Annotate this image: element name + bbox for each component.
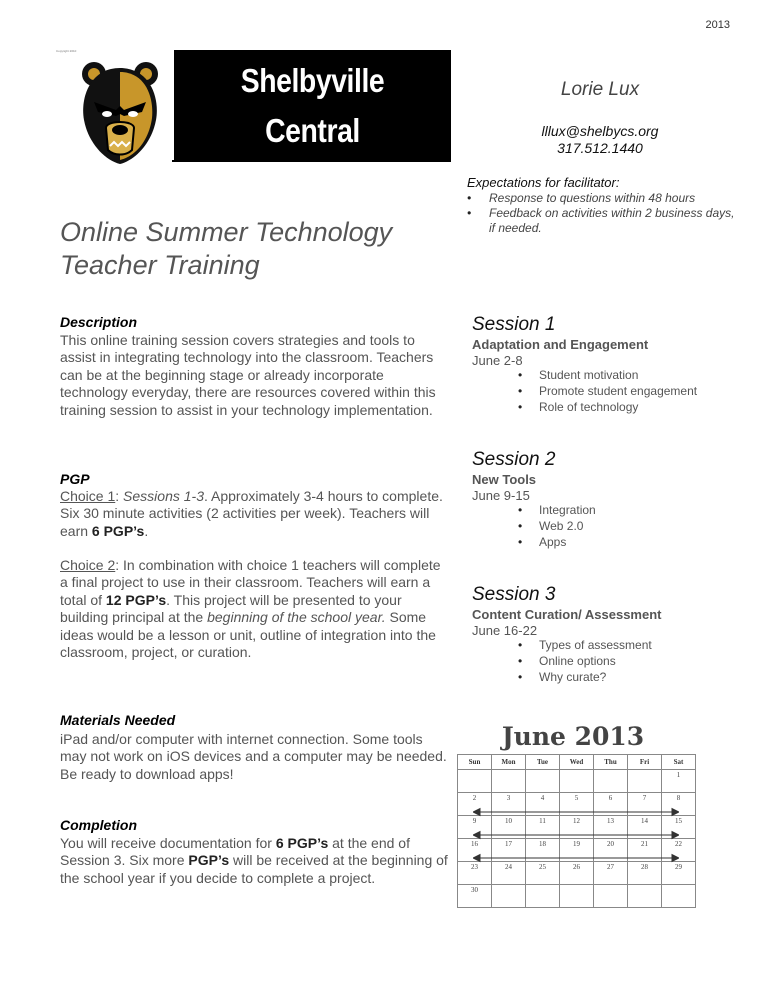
list-item: • Integration xyxy=(472,502,752,518)
session-span-arrows xyxy=(473,790,679,870)
school-name-line2: Schools xyxy=(258,162,367,199)
choice2-label: Choice 2 xyxy=(60,557,116,573)
page-title-line2: Teacher Training xyxy=(60,250,260,280)
list-item: • Types of assessment xyxy=(472,637,752,653)
materials-heading: Materials Needed xyxy=(60,712,176,728)
calendar-day-cell: 21 xyxy=(628,839,662,862)
arrow-left-icon xyxy=(473,809,480,816)
calendar-day-cell: 20 xyxy=(594,839,628,862)
calendar-day-cell xyxy=(526,885,560,908)
calendar-day-cell: 14 xyxy=(628,816,662,839)
calendar-day-cell: 7 xyxy=(628,793,662,816)
calendar-day-cell: 24 xyxy=(492,862,526,885)
calendar-day-cell: 1 xyxy=(662,770,696,793)
expectations-list xyxy=(467,191,737,236)
calendar-day-cell xyxy=(560,885,594,908)
description-heading: Description xyxy=(60,314,138,330)
list-item: • Feedback on activities within 2 business days, if needed. xyxy=(467,206,737,236)
calendar-day-cell: 30 xyxy=(458,885,492,908)
calendar-day-cell: 12 xyxy=(560,816,594,839)
list-item: • Role of technology xyxy=(472,399,752,415)
pgp-choice2-text xyxy=(60,557,450,661)
calendar-day-cell: 13 xyxy=(594,816,628,839)
calendar-day-cell: 27 xyxy=(594,862,628,885)
list-item: • Apps xyxy=(472,534,752,550)
calendar-day-cell: 9 xyxy=(458,816,492,839)
calendar-day-cell: 3 xyxy=(492,793,526,816)
calendar-weekday: Fri xyxy=(628,755,662,770)
session-3-dates: June 16-22 xyxy=(472,623,538,638)
calendar-day-cell: 8 xyxy=(662,793,696,816)
materials-text: iPad and/or computer with internet connection. Some tools may not work on iOS devices and a computer may be needed. Be ready to download apps! xyxy=(60,731,447,782)
calendar-day-cell: 4 xyxy=(526,793,560,816)
completion-bold2: PGP’s xyxy=(188,852,230,869)
list-item: • Promote student engagement xyxy=(472,383,752,399)
copyright-notice: Copyright 2010 xyxy=(56,49,77,53)
session-1-subtitle: Adaptation and Engagement xyxy=(472,337,649,352)
calendar-weekday: Tue xyxy=(526,755,560,770)
contact-name: Lorie Lux xyxy=(560,79,640,100)
calendar-weekday: Sat xyxy=(662,755,696,770)
session-1-topics xyxy=(472,367,752,415)
session-1-dates: June 2-8 xyxy=(472,353,523,368)
calendar-title: June 2013 xyxy=(501,722,645,751)
list-item: • Why curate? xyxy=(472,669,752,685)
choice2-body1: : In combination with choice 1 teachers will complete a final project to use in their classroom. Teachers will earn a total of xyxy=(60,557,441,608)
calendar-day-cell: 17 xyxy=(492,839,526,862)
calendar-day-cell: 26 xyxy=(560,862,594,885)
choice1-label: Choice 1 xyxy=(60,488,116,504)
completion-body1: You will receive documentation for xyxy=(60,835,276,851)
choice2-italic: beginning of the school year. xyxy=(207,609,386,626)
calendar-weekday: Thu xyxy=(594,755,628,770)
calendar-day-cell: 16 xyxy=(458,839,492,862)
calendar-day-cell: 25 xyxy=(526,862,560,885)
school-name-line1: Shelbyville Central xyxy=(240,62,385,149)
page-title xyxy=(60,216,440,282)
list-item: • Response to questions within 48 hours xyxy=(467,191,737,206)
calendar-day-cell xyxy=(594,885,628,908)
calendar-day-cell: 15 xyxy=(662,816,696,839)
list-item: • Web 2.0 xyxy=(472,518,752,534)
calendar-weekday: Wed xyxy=(560,755,594,770)
completion-body2: at the end of Session 3. Six more xyxy=(60,835,410,869)
expectations-title: Expectations for facilitator: xyxy=(467,175,620,190)
choice1-pgp-count: 6 PGP’s xyxy=(91,522,145,539)
list-item: • Student motivation xyxy=(472,367,752,383)
choice1-body: . Approximately 3-4 hours to complete. Six 30 minute activities (2 activities per week). Teachers will earn xyxy=(60,488,443,539)
calendar-day-cell xyxy=(492,885,526,908)
calendar-day-cell: 19 xyxy=(560,839,594,862)
calendar-day-cell: 28 xyxy=(628,862,662,885)
page-title-line1: Online Summer Technology xyxy=(60,217,393,247)
year-label: 2013 xyxy=(705,19,730,31)
arrow-left-icon xyxy=(473,855,480,862)
bear-mascot-icon xyxy=(76,58,164,168)
session-2-title: Session 2 xyxy=(472,449,556,470)
pgp-heading: PGP xyxy=(60,471,90,487)
calendar-day-cell: 2 xyxy=(458,793,492,816)
arrow-left-icon xyxy=(473,832,480,839)
completion-heading: Completion xyxy=(60,817,137,833)
calendar-weekday: Sun xyxy=(458,755,492,770)
contact-phone: 317.512.1440 xyxy=(557,140,643,156)
calendar-weekday-row xyxy=(458,755,696,770)
calendar-day-cell: 6 xyxy=(594,793,628,816)
calendar-day-cell: 22 xyxy=(662,839,696,862)
calendar-day-cell: 29 xyxy=(662,862,696,885)
calendar-day-cell: 10 xyxy=(492,816,526,839)
session-2-topics xyxy=(472,502,752,550)
completion-text xyxy=(60,835,450,887)
completion-bold1: 6 PGP’s xyxy=(275,835,329,851)
session-3-topics xyxy=(472,637,752,685)
calendar-day-cell: 23 xyxy=(458,862,492,885)
arrow-right-icon xyxy=(672,855,679,862)
description-text: This online training session covers strategies and tools to assist in integrating technology into the classroom. Teachers can be at the beginning stage or already incorporate technology everyday, there are resources covered within this training session to assist in your technology implementation. xyxy=(60,332,436,418)
list-item: • Online options xyxy=(472,653,752,669)
school-logo-banner xyxy=(174,50,451,199)
choice2-pgp-count: 12 PGP’s xyxy=(105,591,167,608)
calendar-day-cell: 11 xyxy=(526,816,560,839)
choice2-body3: Some ideas would be a lesson or unit, outline of integration into the classroom, project, or curation. xyxy=(60,609,436,661)
calendar-day-cell: 18 xyxy=(526,839,560,862)
choice1-end: . xyxy=(144,522,149,539)
calendar-day-cell xyxy=(662,885,696,908)
arrow-right-icon xyxy=(672,809,679,816)
contact-email: lllux@shelbycs.org xyxy=(541,123,659,139)
pgp-choice1-text xyxy=(60,488,450,540)
calendar-week-row xyxy=(458,885,696,908)
calendar-weekday: Mon xyxy=(492,755,526,770)
session-3-title: Session 3 xyxy=(472,584,556,605)
choice2-body2: . This project will be presented to your building principal at the xyxy=(60,591,402,626)
session-2-dates: June 9-15 xyxy=(472,488,530,503)
calendar-day-cell xyxy=(628,885,662,908)
session-2-subtitle: New Tools xyxy=(472,472,537,487)
session-3-subtitle: Content Curation/ Assessment xyxy=(472,607,662,622)
choice1-colon: : xyxy=(115,488,124,504)
session-1-title: Session 1 xyxy=(472,314,556,335)
arrow-right-icon xyxy=(672,832,679,839)
logo-underline xyxy=(172,160,178,162)
calendar-day-cell: 5 xyxy=(560,793,594,816)
completion-body3: will be received at the beginning of the school year if you decide to complete a project. xyxy=(60,852,448,886)
choice1-sessions: Sessions 1-3 xyxy=(123,488,204,504)
